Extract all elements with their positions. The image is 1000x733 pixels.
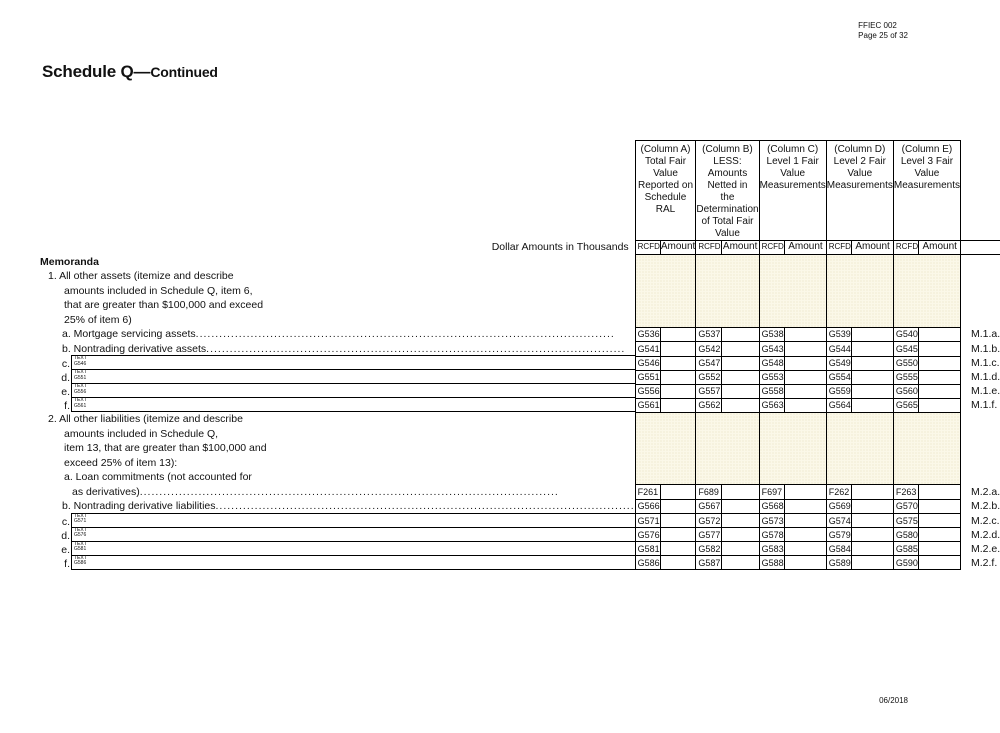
item-2-description: exceed 25% of item 13): [64,456,178,469]
text-tag-label: TEXT [74,512,87,519]
text-description-field[interactable] [71,541,635,556]
amount-input[interactable] [852,370,894,384]
leader-dots [206,342,634,357]
row-letter: f. [64,400,70,412]
column-header-line1: (Column D) [834,144,886,155]
row-label: b. Nontrading derivative assets [62,342,207,355]
row-letter: d. [61,372,70,384]
text-tag-code: G581 [74,546,87,552]
shaded-area [826,412,893,485]
table-row [40,398,1000,412]
amount-input[interactable] [852,514,894,528]
row-label: as derivatives) [72,485,140,498]
title-suffix: Continued [150,64,218,80]
column-header-5 [893,141,960,241]
leader-dots [216,499,635,514]
row-letter: c. [61,358,70,370]
item-code: G546 [635,356,660,370]
rcfd-label: RCFD [826,241,852,255]
item-code: G567 [696,499,721,514]
table-row [40,356,1000,370]
item-code: G583 [759,542,785,556]
amount-input[interactable] [919,514,961,528]
text-tag-code: G576 [74,532,87,538]
item-code: G575 [893,514,919,528]
amount-input[interactable] [721,384,759,398]
item-code: G538 [759,327,785,342]
item-code: G581 [635,542,660,556]
text-description-field[interactable] [71,383,635,398]
amount-input[interactable] [852,384,894,398]
text-tag-label: TEXT [74,554,87,561]
item-code: G548 [759,356,785,370]
item-code: G565 [893,398,919,412]
table-row [40,514,1000,528]
amount-input[interactable] [660,342,695,357]
column-header-line2: LESS: Amounts Netted in [707,156,748,191]
column-header-line3: Reported on [637,180,694,191]
table-row [40,370,1000,384]
amount-input[interactable] [721,499,759,514]
item-code: G587 [696,556,721,570]
amount-input[interactable] [660,356,695,370]
amount-label: Amount [785,241,827,255]
column-header-line3: Measurements [893,180,961,191]
text-tag-code: G586 [74,560,87,566]
item-2-description: a. Loan commitments (not accounted for [64,471,252,483]
amount-input[interactable] [785,342,827,357]
rcfd-label: RCFD [635,241,660,255]
column-header-line2: Total Fair Value [644,156,687,179]
column-header-line2: Level 2 Fair Value [833,156,886,179]
amount-input[interactable] [660,528,695,542]
amount-label: Amount [919,241,961,255]
rcfd-label: RCFD [696,241,721,255]
amount-label: Amount [852,241,894,255]
item-code: G558 [759,384,785,398]
amount-input[interactable] [919,342,961,357]
amount-input[interactable] [852,499,894,514]
item-2-description: item 13, that are greater than $100,000 and [64,442,267,454]
column-header-3 [759,141,826,241]
line-reference: M.1.d. [971,371,1000,383]
item-code: G589 [826,556,852,570]
item-code: G536 [635,327,660,342]
row-letter: e. [61,543,70,556]
item-code: F689 [696,485,721,500]
shaded-area [696,255,759,328]
amount-input[interactable] [660,384,695,398]
column-header-line3: Measurements [759,180,826,191]
text-description-field[interactable] [71,555,635,570]
text-description-field[interactable] [71,513,635,528]
amount-input[interactable] [919,542,961,556]
amount-input[interactable] [852,542,894,556]
line-reference: M.1.f. [971,399,998,411]
column-header-line3: the Determination [696,192,759,215]
item-code: F697 [759,485,785,500]
line-reference: M.2.a. [971,485,1000,498]
item-code: G586 [635,556,660,570]
line-reference: M.2.b. [971,500,1000,513]
item-code: G562 [696,398,721,412]
rcfd-label: RCFD [759,241,785,255]
text-tag-code: G571 [74,518,87,524]
item-code: G584 [826,542,852,556]
amount-input[interactable] [660,542,695,556]
item-code: F261 [635,485,660,500]
text-code-tag [74,528,87,539]
amount-input[interactable] [785,370,827,384]
amount-input[interactable] [852,327,894,342]
amount-input[interactable] [785,499,827,514]
table-row [40,342,1000,357]
item-code: G554 [826,370,852,384]
column-header-line1: (Column A) [640,144,691,155]
amount-input[interactable] [852,528,894,542]
item-1-description: that are greater than $100,000 and exceed [64,299,264,311]
amount-input[interactable] [785,514,827,528]
table-row [40,485,1000,500]
item-code: G561 [635,398,660,412]
amount-input[interactable] [919,327,961,342]
amount-input[interactable] [785,485,827,500]
text-tag-label: TEXT [74,355,87,361]
amount-label: Amount [721,241,759,255]
title-dash: — [133,62,151,81]
row-letter: e. [61,386,70,398]
amount-input[interactable] [852,356,894,370]
amount-input[interactable] [721,542,759,556]
amount-input[interactable] [721,528,759,542]
item-code: G549 [826,356,852,370]
item-code: G563 [759,398,785,412]
row-letter: d. [61,529,70,542]
table-row [40,528,1000,542]
item-code: G545 [893,342,919,357]
column-header-4 [826,141,893,241]
item-code: G585 [893,542,919,556]
table-row [40,327,1000,342]
amount-input[interactable] [660,398,695,412]
text-tag-label: TEXT [74,540,87,547]
text-code-tag [74,514,87,525]
item-code: G539 [826,327,852,342]
amount-input[interactable] [660,499,695,514]
item-code: G573 [759,514,785,528]
amount-input[interactable] [721,327,759,342]
page-number: Page 25 of 32 [858,31,908,40]
amount-input[interactable] [785,327,827,342]
amount-input[interactable] [785,384,827,398]
item-1-description: 25% of item 6) [64,313,132,326]
item-2-description: amounts included in Schedule Q, [64,427,219,440]
shaded-area [893,412,960,485]
line-reference: M.1.e. [971,385,1000,397]
amount-input[interactable] [660,485,695,500]
text-code-tag [74,384,87,395]
text-tag-code: G546 [74,360,87,367]
amount-input[interactable] [660,327,695,342]
amount-input[interactable] [721,356,759,370]
amount-input[interactable] [721,370,759,384]
shaded-area [893,255,960,328]
item-code: G570 [893,499,919,514]
item-code: G547 [696,356,721,370]
text-description-field[interactable] [71,397,635,412]
amount-input[interactable] [919,528,961,542]
amount-input[interactable] [919,398,961,412]
item-code: G580 [893,528,919,542]
table-row [40,384,1000,398]
amount-input[interactable] [785,398,827,412]
item-1-description: 1. All other assets (itemize and describe [48,270,234,282]
item-code: G557 [696,384,721,398]
amount-input[interactable] [852,398,894,412]
amount-input[interactable] [660,556,695,570]
schedule-q-table [40,140,1000,570]
line-reference: M.1.c. [971,357,1000,369]
text-code-tag [74,556,87,567]
shaded-area [759,412,826,485]
item-code: F262 [826,485,852,500]
shaded-area [826,255,893,328]
amount-input[interactable] [919,556,961,570]
text-description-field[interactable] [71,527,635,542]
text-code-tag [74,356,87,367]
line-reference: M.1.b. [971,342,1000,355]
item-code: G553 [759,370,785,384]
table-row [40,542,1000,556]
form-number: FFIEC 002 [858,21,897,30]
item-code: G569 [826,499,852,514]
rcfd-label: RCFD [893,241,919,255]
row-label: b. Nontrading derivative liabilities [62,500,216,512]
amount-input[interactable] [785,556,827,570]
page-title [42,62,218,82]
amount-input[interactable] [721,556,759,570]
form-header [858,21,908,41]
item-code: G577 [696,528,721,542]
memoranda-heading: Memoranda [40,255,99,268]
amount-label: Amount [660,241,695,255]
text-code-tag [74,398,87,409]
column-header-line1: (Column B) [702,144,753,155]
amount-input[interactable] [721,342,759,357]
item-code: G543 [759,342,785,357]
row-letter: c. [61,515,70,528]
amount-input[interactable] [852,342,894,357]
line-reference: M.2.e. [971,542,1000,555]
text-tag-code: G551 [74,374,87,381]
item-code: G566 [635,499,660,514]
item-code: G556 [635,384,660,398]
item-code: G574 [826,514,852,528]
leader-dots [140,485,635,500]
amount-input[interactable] [785,528,827,542]
item-code: G540 [893,327,919,342]
text-tag-label: TEXT [74,526,87,533]
column-header-line1: (Column E) [901,144,953,155]
item-code: G572 [696,514,721,528]
text-tag-label: TEXT [74,383,87,389]
item-code: G537 [696,327,721,342]
item-code: G588 [759,556,785,570]
dollar-amounts-label: Dollar Amounts in Thousands [491,240,629,253]
amount-input[interactable] [660,514,695,528]
column-header-line4: of Total Fair Value [701,216,754,239]
column-header-1 [635,141,696,241]
amount-input[interactable] [852,556,894,570]
amount-input[interactable] [721,514,759,528]
item-code: G576 [635,528,660,542]
item-code: G568 [759,499,785,514]
column-header-line4: Schedule RAL [644,192,687,215]
row-letter: f. [64,557,70,570]
amount-input[interactable] [721,485,759,500]
text-code-tag [74,542,87,553]
item-code: F263 [893,485,919,500]
item-code: G559 [826,384,852,398]
column-header-line1: (Column C) [767,144,819,155]
line-reference: M.1.a. [971,328,1000,341]
shaded-area [635,412,696,485]
amount-input[interactable] [919,370,961,384]
row-label: a. Mortgage servicing assets [62,328,196,340]
amount-input[interactable] [721,398,759,412]
text-tag-label: TEXT [74,369,87,375]
item-code: G578 [759,528,785,542]
column-header-2 [696,141,759,241]
item-code: G571 [635,514,660,528]
text-tag-label: TEXT [74,397,87,403]
title-main: Schedule Q [42,62,134,81]
amount-input[interactable] [919,499,961,514]
amount-input[interactable] [785,356,827,370]
line-reference: M.2.f. [971,556,998,569]
column-header-line3: Measurements [826,180,893,191]
item-code: G564 [826,398,852,412]
footer-date: 06/2018 [879,696,908,705]
shaded-area [759,255,826,328]
amount-input[interactable] [785,542,827,556]
item-2-description: 2. All other liabilities (itemize and describe [48,413,243,425]
item-1-description: amounts included in Schedule Q, item 6, [64,284,253,297]
column-header-line2: Level 1 Fair Value [766,156,819,179]
line-reference: M.2.d. [971,528,1000,541]
item-code: G552 [696,370,721,384]
text-tag-code: G556 [74,388,87,395]
text-code-tag [74,370,87,381]
item-code: G551 [635,370,660,384]
item-code: G541 [635,342,660,357]
amount-input[interactable] [852,485,894,500]
table-row [40,499,1000,514]
amount-input[interactable] [919,485,961,500]
shaded-area [635,255,696,328]
item-code: G542 [696,342,721,357]
shaded-area [696,412,759,485]
item-code: G555 [893,370,919,384]
item-code: G579 [826,528,852,542]
column-header-line2: Level 3 Fair Value [900,156,954,179]
text-description-field[interactable] [71,369,635,384]
amount-input[interactable] [919,384,961,398]
item-code: G582 [696,542,721,556]
amount-input[interactable] [660,370,695,384]
item-code: G544 [826,342,852,357]
text-description-field[interactable] [71,355,635,370]
text-tag-code: G561 [74,402,87,409]
item-code: G560 [893,384,919,398]
amount-input[interactable] [919,356,961,370]
item-code: G590 [893,556,919,570]
table-row [40,556,1000,570]
item-code: G550 [893,356,919,370]
leader-dots [196,327,635,342]
line-reference: M.2.c. [971,514,1000,527]
